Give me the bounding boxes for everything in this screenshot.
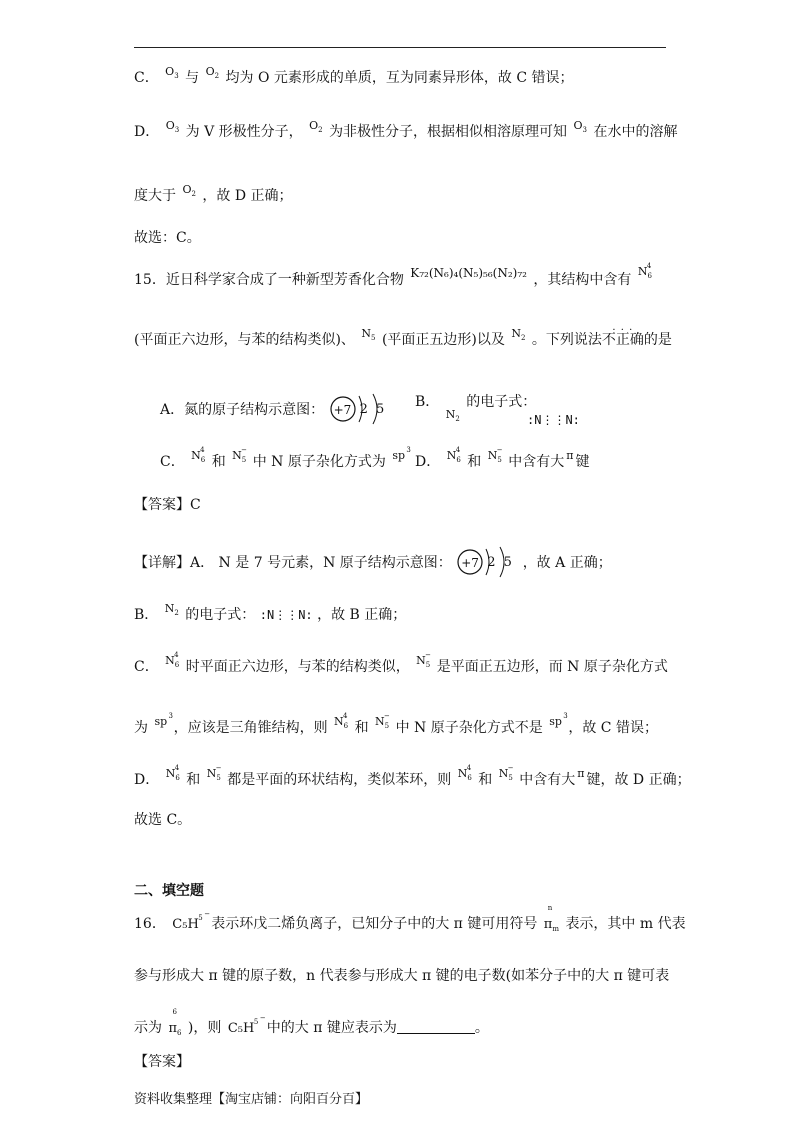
formula-c5h5-minus: C₅H 5 − <box>172 910 211 932</box>
answer-16: 【答案】 <box>134 1054 190 1070</box>
emphasis-dots: · · · 不正确 <box>602 332 644 348</box>
formula-n6: $N_6$ 4 <box>165 764 180 782</box>
formula-n5: $N_5$ − <box>487 446 503 464</box>
formula-n5: $N_5$ − <box>206 764 222 782</box>
formula-n5: $N_5$ − <box>498 764 514 782</box>
formula-o2: $O_2$ <box>182 183 196 198</box>
formula-n2: $N_2$ <box>511 327 526 342</box>
selection-text: 故选：C。 <box>134 230 201 246</box>
footer-source: 资料收集整理【淘宝店铺：向阳百分百】 <box>134 1092 369 1107</box>
pi-symbol: π <box>577 767 585 780</box>
top-rule <box>134 47 666 48</box>
answer-blank[interactable] <box>397 1019 475 1034</box>
formula-n6: $N_6$ 4 <box>446 446 461 464</box>
atom-structure-diagram: +7 2 5 <box>329 392 391 428</box>
answer-15: 【答案】C <box>134 497 201 513</box>
formula-o3: $O_3$ <box>573 119 588 134</box>
option-d: D． $N_6$ 4 和 $N_5$ − 中含有大 π 键 <box>415 446 590 470</box>
electron-formula-n2: :N⋮⋮N: <box>527 413 580 427</box>
formula-n5: $N_5$ − <box>416 651 432 669</box>
formula-n5: $N_5$ − <box>232 446 248 464</box>
formula-n6: $N_6$ 4 <box>191 446 206 464</box>
section-heading: 二、填空题 <box>134 883 204 899</box>
question-16-stem: 16． C₅H 5 − 表示环戊二烯负离子，已知分子中的大 π 键可用符号 $\pi_m$ n 表示，其中 m 代表 <box>134 904 686 933</box>
option-b: B． $N_2$ 的电子式： <box>415 394 537 423</box>
question-16-stem-3: 示为 $\pi_6$ 6 )，则 C₅H 5 − 中的大 π 键应表示为 。 <box>134 1008 489 1037</box>
formula-n5: $N_5$ <box>361 327 376 342</box>
option-d-line: D． $O_3$ 为 V 形极性分子， $O_2$ 为非极性分子，根据相似相溶原理可知 $O_3$ 在水中的溶解 <box>134 119 678 140</box>
atom-structure-diagram: +7 2 5 <box>456 545 518 581</box>
formula-o3: $O_3$ <box>165 119 180 134</box>
formula-sp3: sp 3 <box>549 712 568 728</box>
question-16-stem-2: 参与形成大 π 键的原子数，n 代表参与形成大 π 键的电子数(如苯分子中的大 π 键可表 <box>134 968 670 984</box>
detail-c: C． $N_6$ 4 时平面正六边形，与苯的结构类似， $N_5$ − 是平面正五边形，而 N 原子杂化方式 <box>134 651 668 675</box>
formula-o2: $O_2$ <box>205 65 220 80</box>
formula-c5h5-minus: C₅H 5 − <box>227 1014 266 1036</box>
electron-formula-n2: :N⋮⋮N: <box>259 608 313 622</box>
formula-n2: $N_2$ <box>164 602 179 617</box>
detail-c-2: 为 sp 3 ，应该是三角锥结构，则 $N_6$ 4 和 $N_5$ − 中 N 原子杂化方式不是 sp 3 ，故 C 错误； <box>134 712 658 736</box>
option-c-line: C． $O_3$ 与 $O_2$ 均为 O 元素形成的单质，互为同素异形体，故 C 错误； <box>134 65 574 86</box>
formula-o3: $O_3$ <box>165 65 179 80</box>
detail-a: 【详解】A． N 是 7 号元素，N 原子结构示意图： +7 2 5 ，故 A 正确； <box>134 545 612 581</box>
question-15-stem: 15．近日科学家合成了一种新型芳香化合物 K₇₂(N₆)₄(N₅)₅₆(N₂)₇₂ ，其结构中含有 $N_6$ 4 <box>134 262 652 288</box>
formula-n6: $N_6$ 4 <box>334 712 349 730</box>
formula-compound: K₇₂(N₆)₄(N₅)₅₆(N₂)₇₂ <box>410 266 527 280</box>
question-15-stem-2: (平面正六边形，与苯的结构类似)、 $N_5$ (平面正五边形)以及 $N_2$ 。下列说法· · · 不正确的是 <box>134 330 672 350</box>
option-d-line-2: 度大于 $O_2$ ，故 D 正确； <box>134 183 293 204</box>
detail-b: B． $N_2$ 的电子式： :N⋮⋮N: ，故 B 正确； <box>134 602 407 623</box>
formula-o2: $O_2$ <box>309 119 323 134</box>
pi-symbol-notation: $\pi_6$ 6 <box>168 1008 182 1037</box>
formula-n2: $N_2$ <box>445 408 460 423</box>
selection-text: 故选 C。 <box>134 812 192 828</box>
pi-symbol-notation: $\pi_m$ n <box>543 904 559 933</box>
formula-n6: $N_6$ 4 <box>165 651 180 669</box>
option-c: C． $N_6$ 4 和 $N_5$ − 中 N 原子杂化方式为 sp 3 <box>160 446 411 470</box>
formula-n6: $N_6$ 4 <box>637 262 652 280</box>
formula-n6: $N_6$ 4 <box>457 764 472 782</box>
formula-sp3: sp 3 <box>154 712 173 728</box>
formula-sp3: sp 3 <box>392 446 411 462</box>
pi-symbol: π <box>566 449 574 462</box>
option-a: A．氮的原子结构示意图： +7 2 5 <box>160 392 391 428</box>
detail-d: D． $N_6$ 4 和 $N_5$ − 都是平面的环状结构，类似苯环，则 $N_6$ 4 和 $N_5$ − 中含有大 π 键，故 D 正确； <box>134 764 691 788</box>
formula-n5: $N_5$ − <box>375 712 390 730</box>
